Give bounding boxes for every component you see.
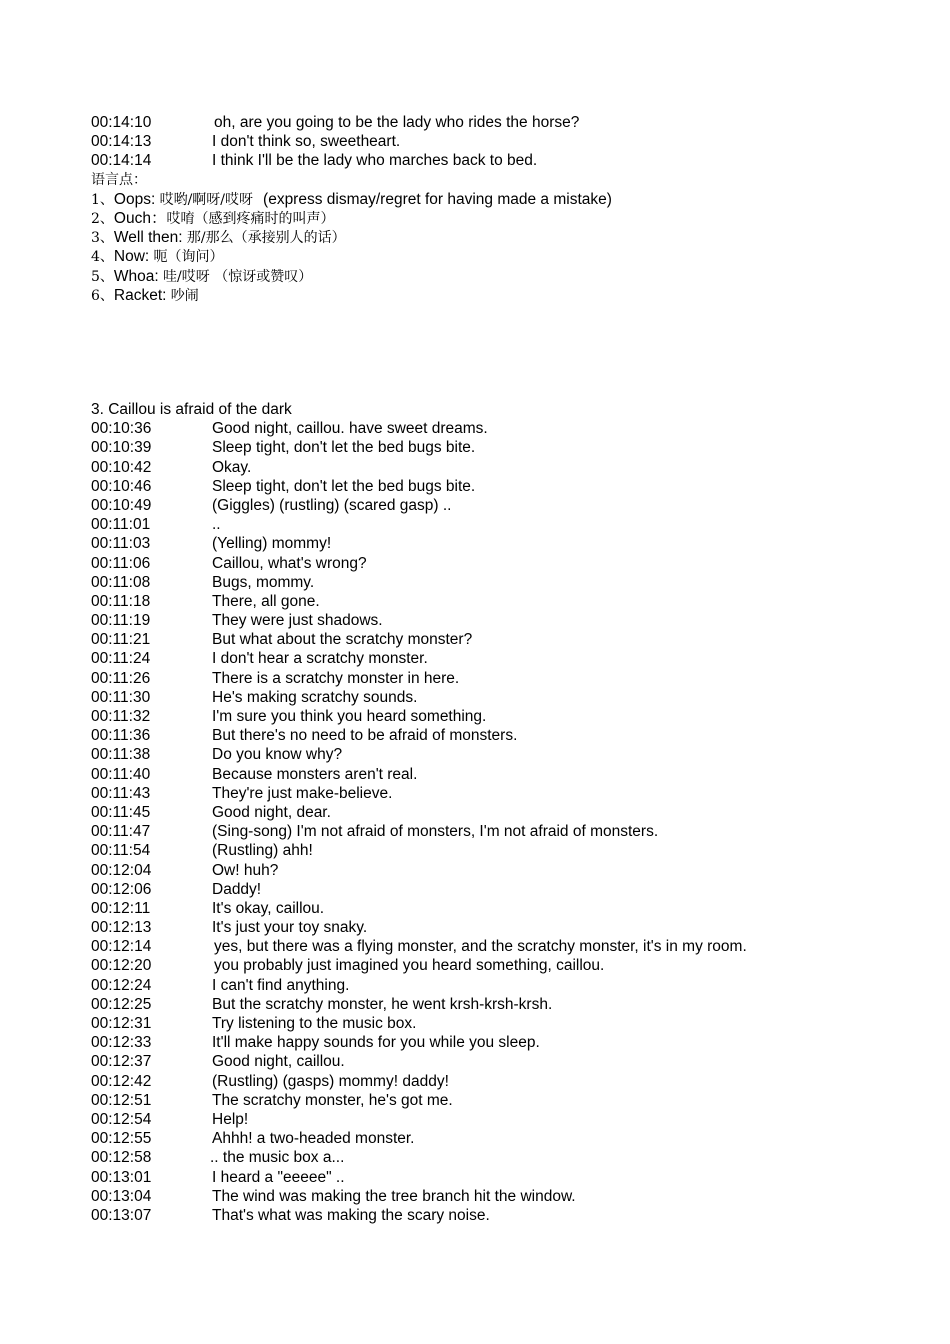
section-title-text: 3. Caillou is afraid of the dark xyxy=(91,401,292,418)
subtitle-text: They were just shadows. xyxy=(212,612,383,630)
timestamp: 00:11:32 xyxy=(91,708,151,725)
timestamp: 00:12:11 xyxy=(91,899,151,917)
subtitle-text: oh, are you going to be the lady who rides the horse? xyxy=(214,114,580,131)
subtitle-text: Bugs, mommy. xyxy=(212,573,315,591)
timestamp: 00:10:46 xyxy=(91,477,152,495)
subtitle-text: I don't hear a scratchy monster. xyxy=(212,650,428,668)
subtitle-text: There, all gone. xyxy=(212,592,320,610)
subtitle-text: There is a scratchy monster in here. xyxy=(212,669,460,687)
timestamp: 00:11:24 xyxy=(91,650,151,668)
timestamp: 00:10:42 xyxy=(91,458,152,476)
item-chinese: 呃（询问） xyxy=(153,249,224,266)
subtitle-text: (Yelling) mommy! xyxy=(212,535,332,553)
timestamp: 00:12:51 xyxy=(91,1091,152,1109)
subtitle-text: (Sing-song) I'm not afraid of monsters, I'm not afraid of monsters. xyxy=(212,823,659,841)
timestamp: 00:12:55 xyxy=(91,1130,152,1148)
timestamp: 00:12:24 xyxy=(91,976,152,994)
item-chinese: 吵闹 xyxy=(170,287,199,304)
subtitle-text: yes, but there was a flying monster, and the scratchy monster, it's in my room. xyxy=(214,938,747,956)
subtitle-text: That's what was making the scary noise. xyxy=(212,1206,490,1224)
subtitle-text: (Rustling) (gasps) mommy! daddy! xyxy=(212,1072,449,1090)
timestamp: 00:14:13 xyxy=(91,133,152,151)
timestamp: 00:11:38 xyxy=(91,746,151,764)
timestamp: 00:13:01 xyxy=(91,1168,152,1186)
timestamp: 00:12:37 xyxy=(91,1053,152,1071)
subtitle-text: It's okay, caillou. xyxy=(212,899,325,917)
item-term: Oops: xyxy=(113,190,160,208)
timestamp: 00:12:31 xyxy=(91,1015,152,1032)
subtitle-text: The scratchy monster, he's got me. xyxy=(212,1091,453,1109)
timestamp: 00:11:26 xyxy=(91,669,151,687)
timestamp: 00:12:33 xyxy=(91,1034,152,1052)
timestamp: 00:12:04 xyxy=(91,861,152,879)
timestamp: 00:11:01 xyxy=(91,516,151,534)
subtitle-text: Okay. xyxy=(212,458,252,476)
subtitle-text: Try listening to the music box. xyxy=(212,1015,417,1032)
subtitle-text: Daddy! xyxy=(212,880,262,898)
timestamp: 00:12:42 xyxy=(91,1072,152,1090)
subtitle-text: (Giggles) (rustling) (scared gasp) .. xyxy=(212,496,452,514)
subtitle-text: The wind was making the tree branch hit the window. xyxy=(212,1187,576,1205)
item-chinese: 那/那么（承接别人的话） xyxy=(186,230,346,247)
timestamp: 00:11:36 xyxy=(91,727,151,745)
timestamp: 00:10:36 xyxy=(91,420,152,438)
timestamp: 00:11:54 xyxy=(91,842,151,860)
item-term: Whoa: xyxy=(113,267,164,285)
timestamp: 00:11:30 xyxy=(91,688,151,706)
timestamp: 00:10:39 xyxy=(91,439,152,457)
subtitle-text: Sleep tight, don't let the bed bugs bite. xyxy=(212,477,476,495)
item-chinese: 哎唷（感到疼痛时的叫声） xyxy=(166,210,335,227)
timestamp: 00:11:21 xyxy=(91,631,151,649)
subtitle-text: It's just your toy snaky. xyxy=(212,919,368,937)
language-points-heading-text: 语言点： xyxy=(91,171,147,188)
subtitle-text: Because monsters aren't real. xyxy=(212,765,418,783)
timestamp: 00:13:07 xyxy=(91,1206,152,1224)
subtitle-text: Help! xyxy=(212,1110,249,1128)
item-chinese: 哇/哎呀 （惊讶或赞叹） xyxy=(163,268,313,285)
timestamp: 00:11:45 xyxy=(91,803,151,821)
subtitle-text: But the scratchy monster, he went krsh-krsh-krsh. xyxy=(212,995,553,1013)
item-english: (express dismay/regret for having made a mistake) xyxy=(263,190,612,208)
subtitle-text: I don't think so, sweetheart. xyxy=(212,133,401,151)
subtitle-text: Good night, caillou. have sweet dreams. xyxy=(212,420,488,438)
timestamp: 00:11:40 xyxy=(91,765,151,783)
item-term: Well then: xyxy=(113,229,187,247)
subtitle-text: .. the music box a... xyxy=(210,1149,345,1167)
timestamp: 00:13:04 xyxy=(91,1187,152,1205)
subtitle-text: .. xyxy=(212,516,221,534)
timestamp: 00:11:19 xyxy=(91,612,151,630)
subtitle-text: (Rustling) ahh! xyxy=(212,842,313,860)
timestamp: 00:11:08 xyxy=(91,573,151,591)
timestamp: 00:12:06 xyxy=(91,880,152,898)
subtitle-text: He's making scratchy sounds. xyxy=(212,688,418,706)
timestamp: 00:14:10 xyxy=(91,114,152,131)
subtitle-text: Do you know why? xyxy=(212,746,343,764)
subtitle-text: Ahhh! a two-headed monster. xyxy=(212,1130,415,1148)
timestamp: 00:11:43 xyxy=(91,784,151,802)
subtitle-text: Ow! huh? xyxy=(212,861,279,879)
item-number: 4、 xyxy=(91,249,114,266)
subtitle-text: It'll make happy sounds for you while you sleep. xyxy=(212,1034,540,1052)
subtitle-text: you probably just imagined you heard something, caillou. xyxy=(214,957,605,975)
item-number: 3、 xyxy=(91,230,114,247)
item-term: Racket: xyxy=(113,286,171,304)
timestamp: 00:11:18 xyxy=(91,592,151,610)
subtitle-text: I can't find anything. xyxy=(212,976,350,994)
item-term: Now: xyxy=(113,248,154,266)
subtitle-text: But there's no need to be afraid of monsters. xyxy=(212,727,518,745)
subtitle-text: Sleep tight, don't let the bed bugs bite. xyxy=(212,439,476,457)
item-number: 2、 xyxy=(91,210,114,227)
timestamp: 00:12:58 xyxy=(91,1149,152,1167)
subtitle-text: They're just make-believe. xyxy=(212,784,393,802)
subtitle-text: Good night, caillou. xyxy=(212,1053,345,1071)
timestamp: 00:11:03 xyxy=(91,535,151,553)
item-number: 5、 xyxy=(91,268,114,285)
item-chinese: 哎哟/啊呀/哎呀 xyxy=(159,191,254,208)
item-number: 6、 xyxy=(91,287,114,304)
subtitle-text: I heard a "eeeee" .. xyxy=(212,1168,345,1186)
timestamp: 00:12:54 xyxy=(91,1110,152,1128)
subtitle-text: I think I'll be the lady who marches back to bed. xyxy=(212,152,538,170)
timestamp: 00:10:49 xyxy=(91,496,152,514)
subtitle-text: But what about the scratchy monster? xyxy=(212,631,473,649)
subtitle-text: Caillou, what's wrong? xyxy=(212,554,367,572)
timestamp: 00:14:14 xyxy=(91,152,152,170)
subtitle-text: Good night, dear. xyxy=(212,803,331,821)
timestamp: 00:12:13 xyxy=(91,919,152,937)
subtitle-text: I'm sure you think you heard something. xyxy=(212,708,487,725)
timestamp: 00:12:14 xyxy=(91,938,152,956)
timestamp: 00:12:20 xyxy=(91,957,152,975)
timestamp: 00:11:47 xyxy=(91,823,151,841)
timestamp: 00:12:25 xyxy=(91,995,152,1013)
item-term: Ouch： xyxy=(113,209,167,227)
item-number: 1、 xyxy=(91,191,114,208)
timestamp: 00:11:06 xyxy=(91,554,151,572)
